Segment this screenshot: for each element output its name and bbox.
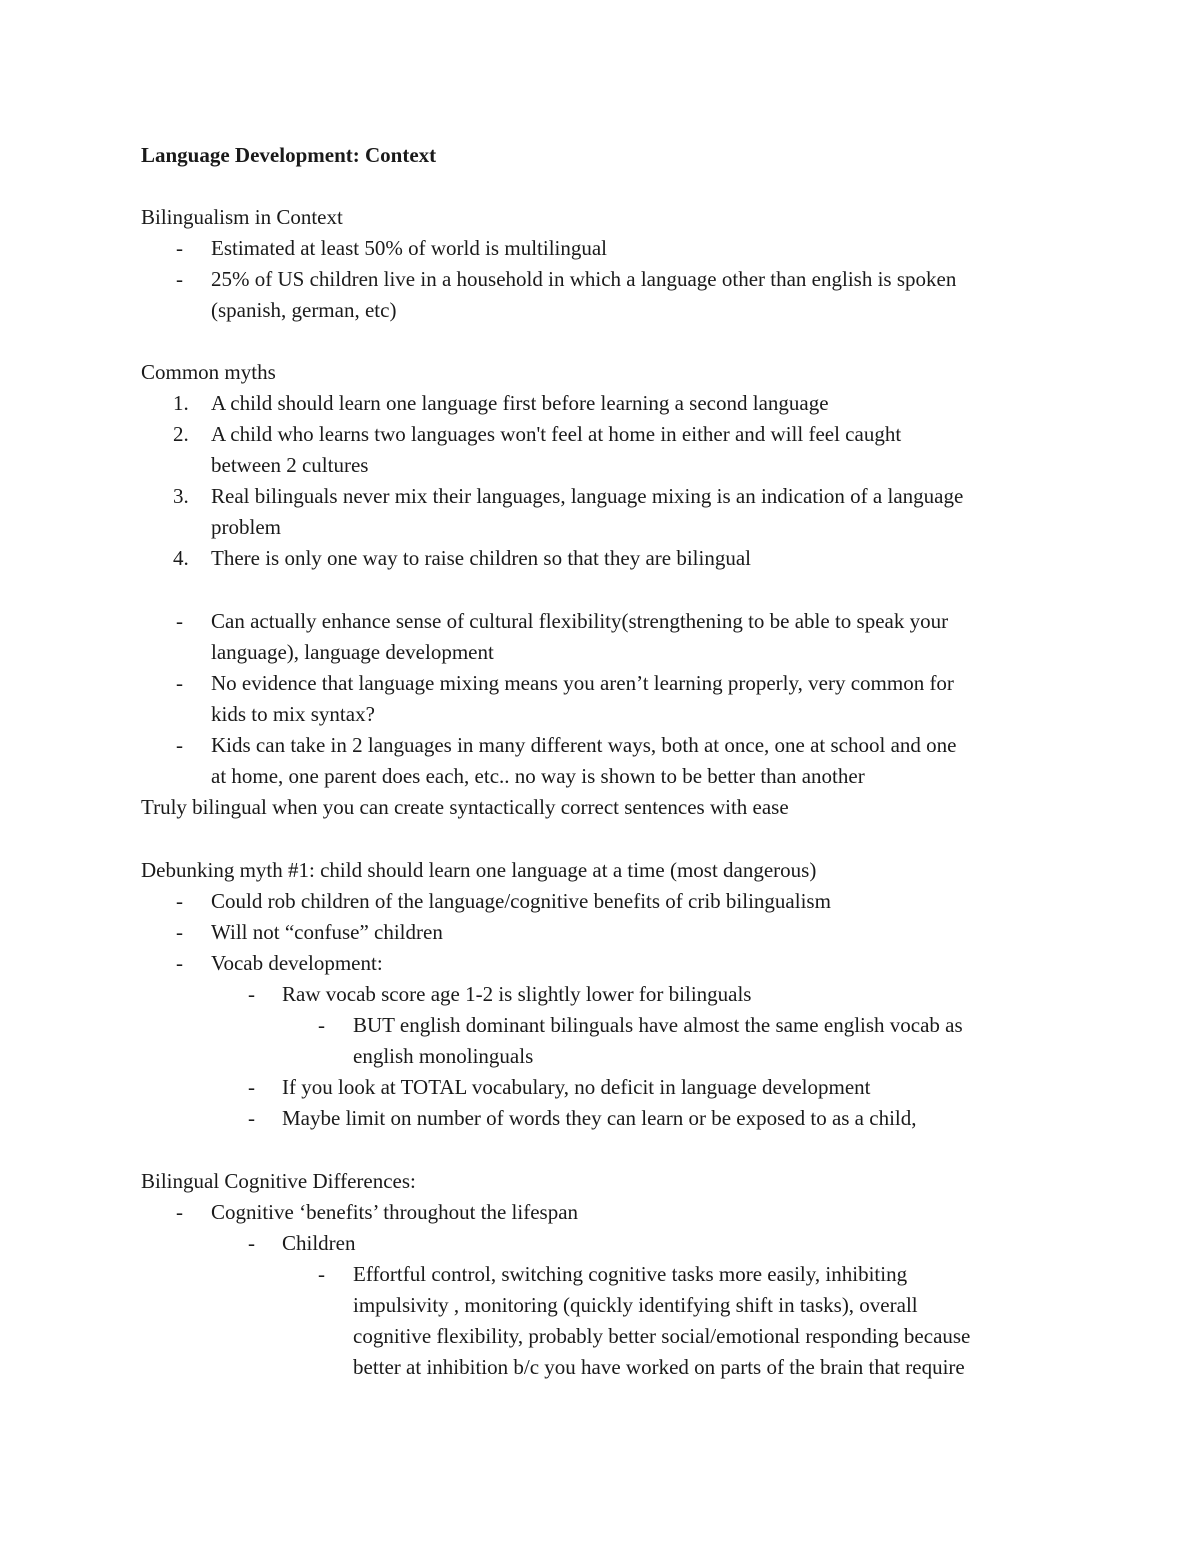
bullet-text: Could rob children of the language/cognitive benefits of crib bilingualism	[211, 889, 831, 913]
bullet-marker: -	[176, 920, 183, 944]
section-heading-cognitive: Bilingual Cognitive Differences:	[141, 1169, 416, 1193]
sub-bullet-marker: -	[248, 1075, 255, 1099]
section-heading-bilingualism: Bilingualism in Context	[141, 205, 343, 229]
numbered-text: problem	[211, 515, 281, 539]
bullet-text: kids to mix syntax?	[211, 702, 375, 726]
bullet-text: No evidence that language mixing means you aren’t learning properly, very common for	[211, 671, 954, 695]
bullet-marker: -	[176, 267, 183, 291]
sub-sub-bullet-marker: -	[318, 1013, 325, 1037]
sub-sub-bullet-text: english monolinguals	[353, 1044, 534, 1068]
bullet-text: Estimated at least 50% of world is multilingual	[211, 236, 608, 260]
bullet-text: (spanish, german, etc)	[211, 298, 397, 322]
bullet-text: Can actually enhance sense of cultural flexibility(strengthening to be able to speak your	[211, 609, 949, 633]
bullet-text: Cognitive ‘benefits’ throughout the lifespan	[211, 1200, 579, 1224]
bullet-marker: -	[176, 733, 183, 757]
sub-bullet-marker: -	[248, 982, 255, 1006]
bullet-text: language), language development	[211, 640, 494, 664]
sub-bullet-text: Raw vocab score age 1-2 is slightly lower for bilinguals	[282, 982, 752, 1006]
sub-sub-bullet-text: impulsivity , monitoring (quickly identifying shift in tasks), overall	[353, 1293, 918, 1317]
bullet-marker: -	[176, 236, 183, 260]
section-heading-debunking: Debunking myth #1: child should learn one language at a time (most dangerous)	[141, 858, 817, 882]
sub-bullet-marker: -	[248, 1231, 255, 1255]
sub-bullet-marker: -	[248, 1106, 255, 1130]
numbered-marker: 2.	[173, 422, 189, 446]
sub-sub-bullet-text: BUT english dominant bilinguals have almost the same english vocab as	[353, 1013, 963, 1037]
sub-sub-bullet-text: cognitive flexibility, probably better social/emotional responding because	[353, 1324, 971, 1348]
numbered-text: between 2 cultures	[211, 453, 369, 477]
sub-sub-bullet-text: better at inhibition b/c you have worked on parts of the brain that require	[353, 1355, 965, 1379]
sub-bullet-text: Children	[282, 1231, 356, 1255]
bullet-marker: -	[176, 609, 183, 633]
numbered-marker: 4.	[173, 546, 189, 570]
bullet-text: Kids can take in 2 languages in many different ways, both at once, one at school and one	[211, 733, 957, 757]
sub-bullet-text: Maybe limit on number of words they can learn or be exposed to as a child,	[282, 1106, 917, 1130]
sub-sub-bullet-text: Effortful control, switching cognitive tasks more easily, inhibiting	[353, 1262, 908, 1286]
bullet-text: at home, one parent does each, etc.. no way is shown to be better than another	[211, 764, 865, 788]
bullet-text: 25% of US children live in a household in which a language other than english is spoken	[211, 267, 957, 291]
bullet-marker: -	[176, 889, 183, 913]
numbered-marker: 3.	[173, 484, 189, 508]
sub-sub-bullet-marker: -	[318, 1262, 325, 1286]
numbered-text: A child should learn one language first before learning a second language	[211, 391, 829, 415]
section-heading-common-myths: Common myths	[141, 360, 276, 384]
numbered-marker: 1.	[173, 391, 189, 415]
bullet-marker: -	[176, 951, 183, 975]
bullet-marker: -	[176, 671, 183, 695]
closing-statement: Truly bilingual when you can create syntactically correct sentences with ease	[141, 795, 789, 819]
numbered-text: There is only one way to raise children so that they are bilingual	[211, 546, 752, 570]
bullet-text: Will not “confuse” children	[211, 920, 443, 944]
numbered-text: A child who learns two languages won't feel at home in either and will feel caught	[211, 422, 902, 446]
bullet-text: Vocab development:	[211, 951, 383, 975]
numbered-text: Real bilinguals never mix their languages, language mixing is an indication of a language	[211, 484, 964, 508]
document-title: Language Development: Context	[141, 143, 437, 167]
bullet-marker: -	[176, 1200, 183, 1224]
sub-bullet-text: If you look at TOTAL vocabulary, no deficit in language development	[282, 1075, 871, 1099]
